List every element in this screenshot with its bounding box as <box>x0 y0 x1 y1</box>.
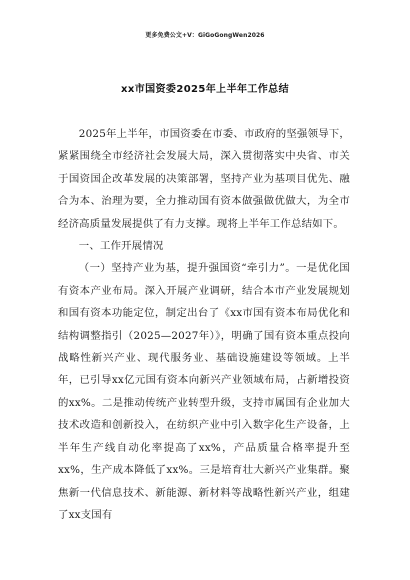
section-heading: 一、工作开展情况 <box>78 240 164 253</box>
document-body <box>58 123 350 526</box>
section-paragraph: （一）坚持产业为基，提升强国资“牵引力”。一是优化国有资本产业布局。深入开展产业调研，结合本市产业发展规划和国有资本功能定位，制定出台了《xx市国有资本布局优化和结构调整指引（2025—2027年）》，明确了国有资本重点投向战略性新兴产业、现代服务业、基础设施建设等领域。上半年，已引导xx亿元国有资本向新兴产业领域布局，占新增投资的xx%。二是推动传统产业转型升级，支持市属国有企业加大技术改造和创新投入，在纺织产业中引入数字化生产设备，上半年生产线自动化率提高了xx%，产品质量合格率提升至xx%，生产成本降低了xx%。三是培育壮大新兴产业集群。聚焦新一代信息技术、新能源、新材料等战略性新兴产业，组建了xx支国有 <box>58 262 350 521</box>
header-note: 更多免费公文+V：GiGoGongWen2026 <box>145 32 265 39</box>
intro-paragraph: 2025年上半年，市国资委在市委、市政府的坚强领导下，紧紧围绕全市经济社会发展大局，深入贯彻落实中央省、市关于国资国企改革发展的决策部署，坚持产业为基项目优先、融合为本、治理为要，全力推动国有资本做强做优做大，为全市经济高质量发展提供了有力支撑。现将上半年工作总结如下。 <box>58 128 350 230</box>
document-title: xx市国资委2025年上半年工作总结 <box>121 84 289 95</box>
